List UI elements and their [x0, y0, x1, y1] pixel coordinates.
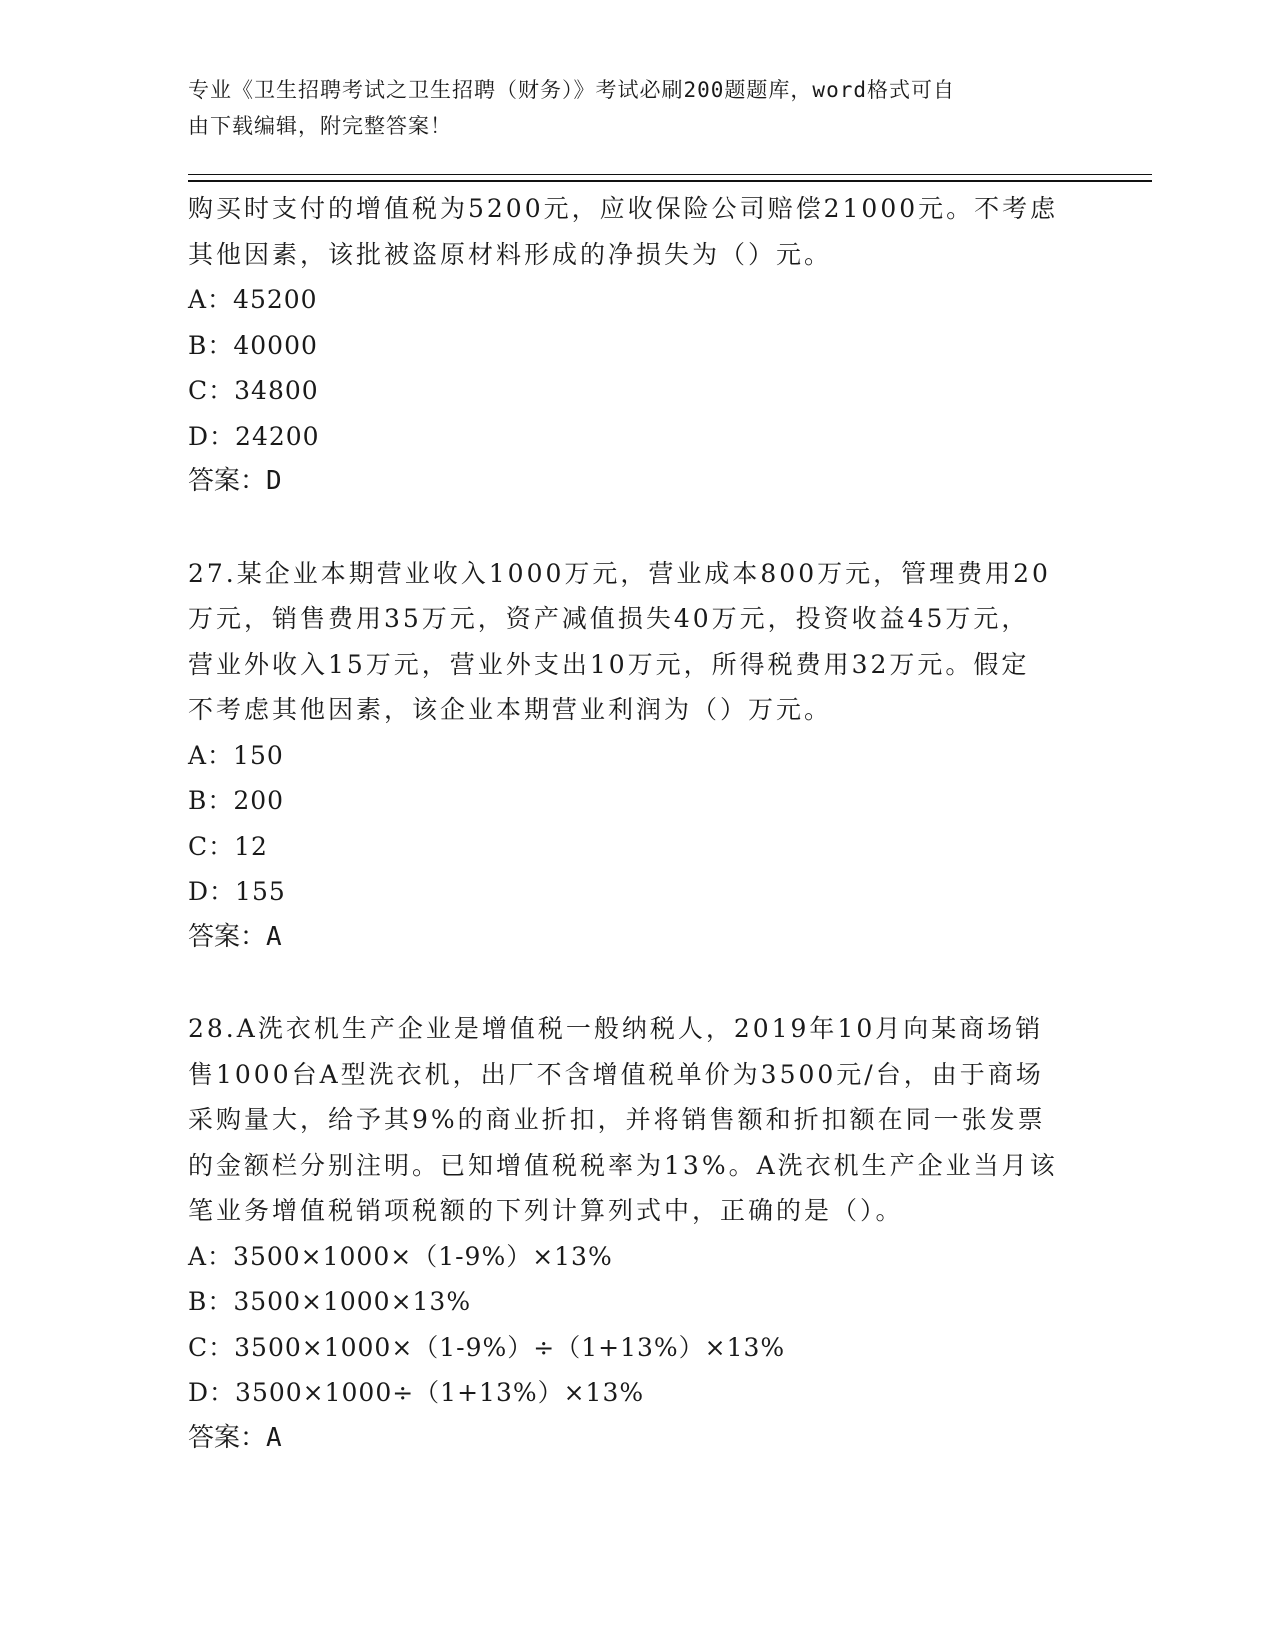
header-line-1: 专业《卫生招聘考试之卫生招聘（财务）》考试必刷200题题库，word格式可自 — [188, 78, 955, 102]
document-header — [188, 72, 1088, 144]
answer-line: 答案：A — [188, 1422, 282, 1453]
option-c: C：12 — [188, 831, 268, 861]
question-line: 售1000台A型洗衣机，出厂不含增值税单价为3500元/台，由于商场 — [188, 1059, 1044, 1089]
question-line: 万元，销售费用35万元，资产减值损失40万元，投资收益45万元， — [188, 604, 1030, 633]
option-d: D：24200 — [188, 421, 320, 451]
question-block — [188, 186, 1088, 505]
block-spacer — [188, 960, 1088, 1006]
option-a: A：45200 — [188, 285, 318, 314]
question-line: 其他因素，该批被盗原材料形成的净损失为（）元。 — [188, 239, 833, 269]
question-line: 购买时支付的增值税为5200元，应收保险公司赔偿21000元。不考虑 — [188, 194, 1059, 223]
question-line: 笔业务增值税销项税额的下列计算列式中，正确的是（）。 — [188, 1196, 904, 1225]
header-line-2: 由下载编辑，附完整答案！ — [188, 114, 452, 138]
question-line: 采购量大，给予其9%的商业折扣，并将销售额和折扣额在同一张发票 — [188, 1105, 1046, 1134]
question-list — [188, 186, 1088, 1461]
option-d: D：155 — [188, 877, 286, 906]
option-d: D：3500×1000÷（1+13%）×13% — [188, 1378, 645, 1407]
block-spacer — [188, 505, 1088, 551]
option-a: A：3500×1000×（1-9%）×13% — [188, 1241, 613, 1271]
question-line: 27.某企业本期营业收入1000万元，营业成本800万元，管理费用20 — [188, 558, 1051, 588]
question-block — [188, 1006, 1088, 1461]
option-b: B：200 — [188, 786, 285, 815]
option-c: C：34800 — [188, 376, 319, 405]
answer-line: 答案：A — [188, 921, 282, 952]
option-c: C：3500×1000×（1-9%）÷（1+13%）×13% — [188, 1332, 786, 1362]
option-b: B：40000 — [188, 330, 318, 360]
header-divider-thick — [188, 180, 1152, 182]
question-line: 的金额栏分别注明。已知增值税税率为13%。A洗衣机生产企业当月该 — [188, 1150, 1058, 1180]
question-line: 28.A洗衣机生产企业是增值税一般纳税人，2019年10月向某商场销 — [188, 1014, 1044, 1043]
option-a: A：150 — [188, 740, 284, 770]
question-line: 营业外收入15万元，营业外支出10万元，所得税费用32万元。假定 — [188, 649, 1030, 679]
option-b: B：3500×1000×13% — [188, 1287, 472, 1316]
answer-line: 答案：D — [188, 466, 282, 496]
question-block — [188, 551, 1088, 961]
question-line: 不考虑其他因素，该企业本期营业利润为（）万元。 — [188, 695, 833, 724]
header-divider-thin — [188, 174, 1152, 175]
